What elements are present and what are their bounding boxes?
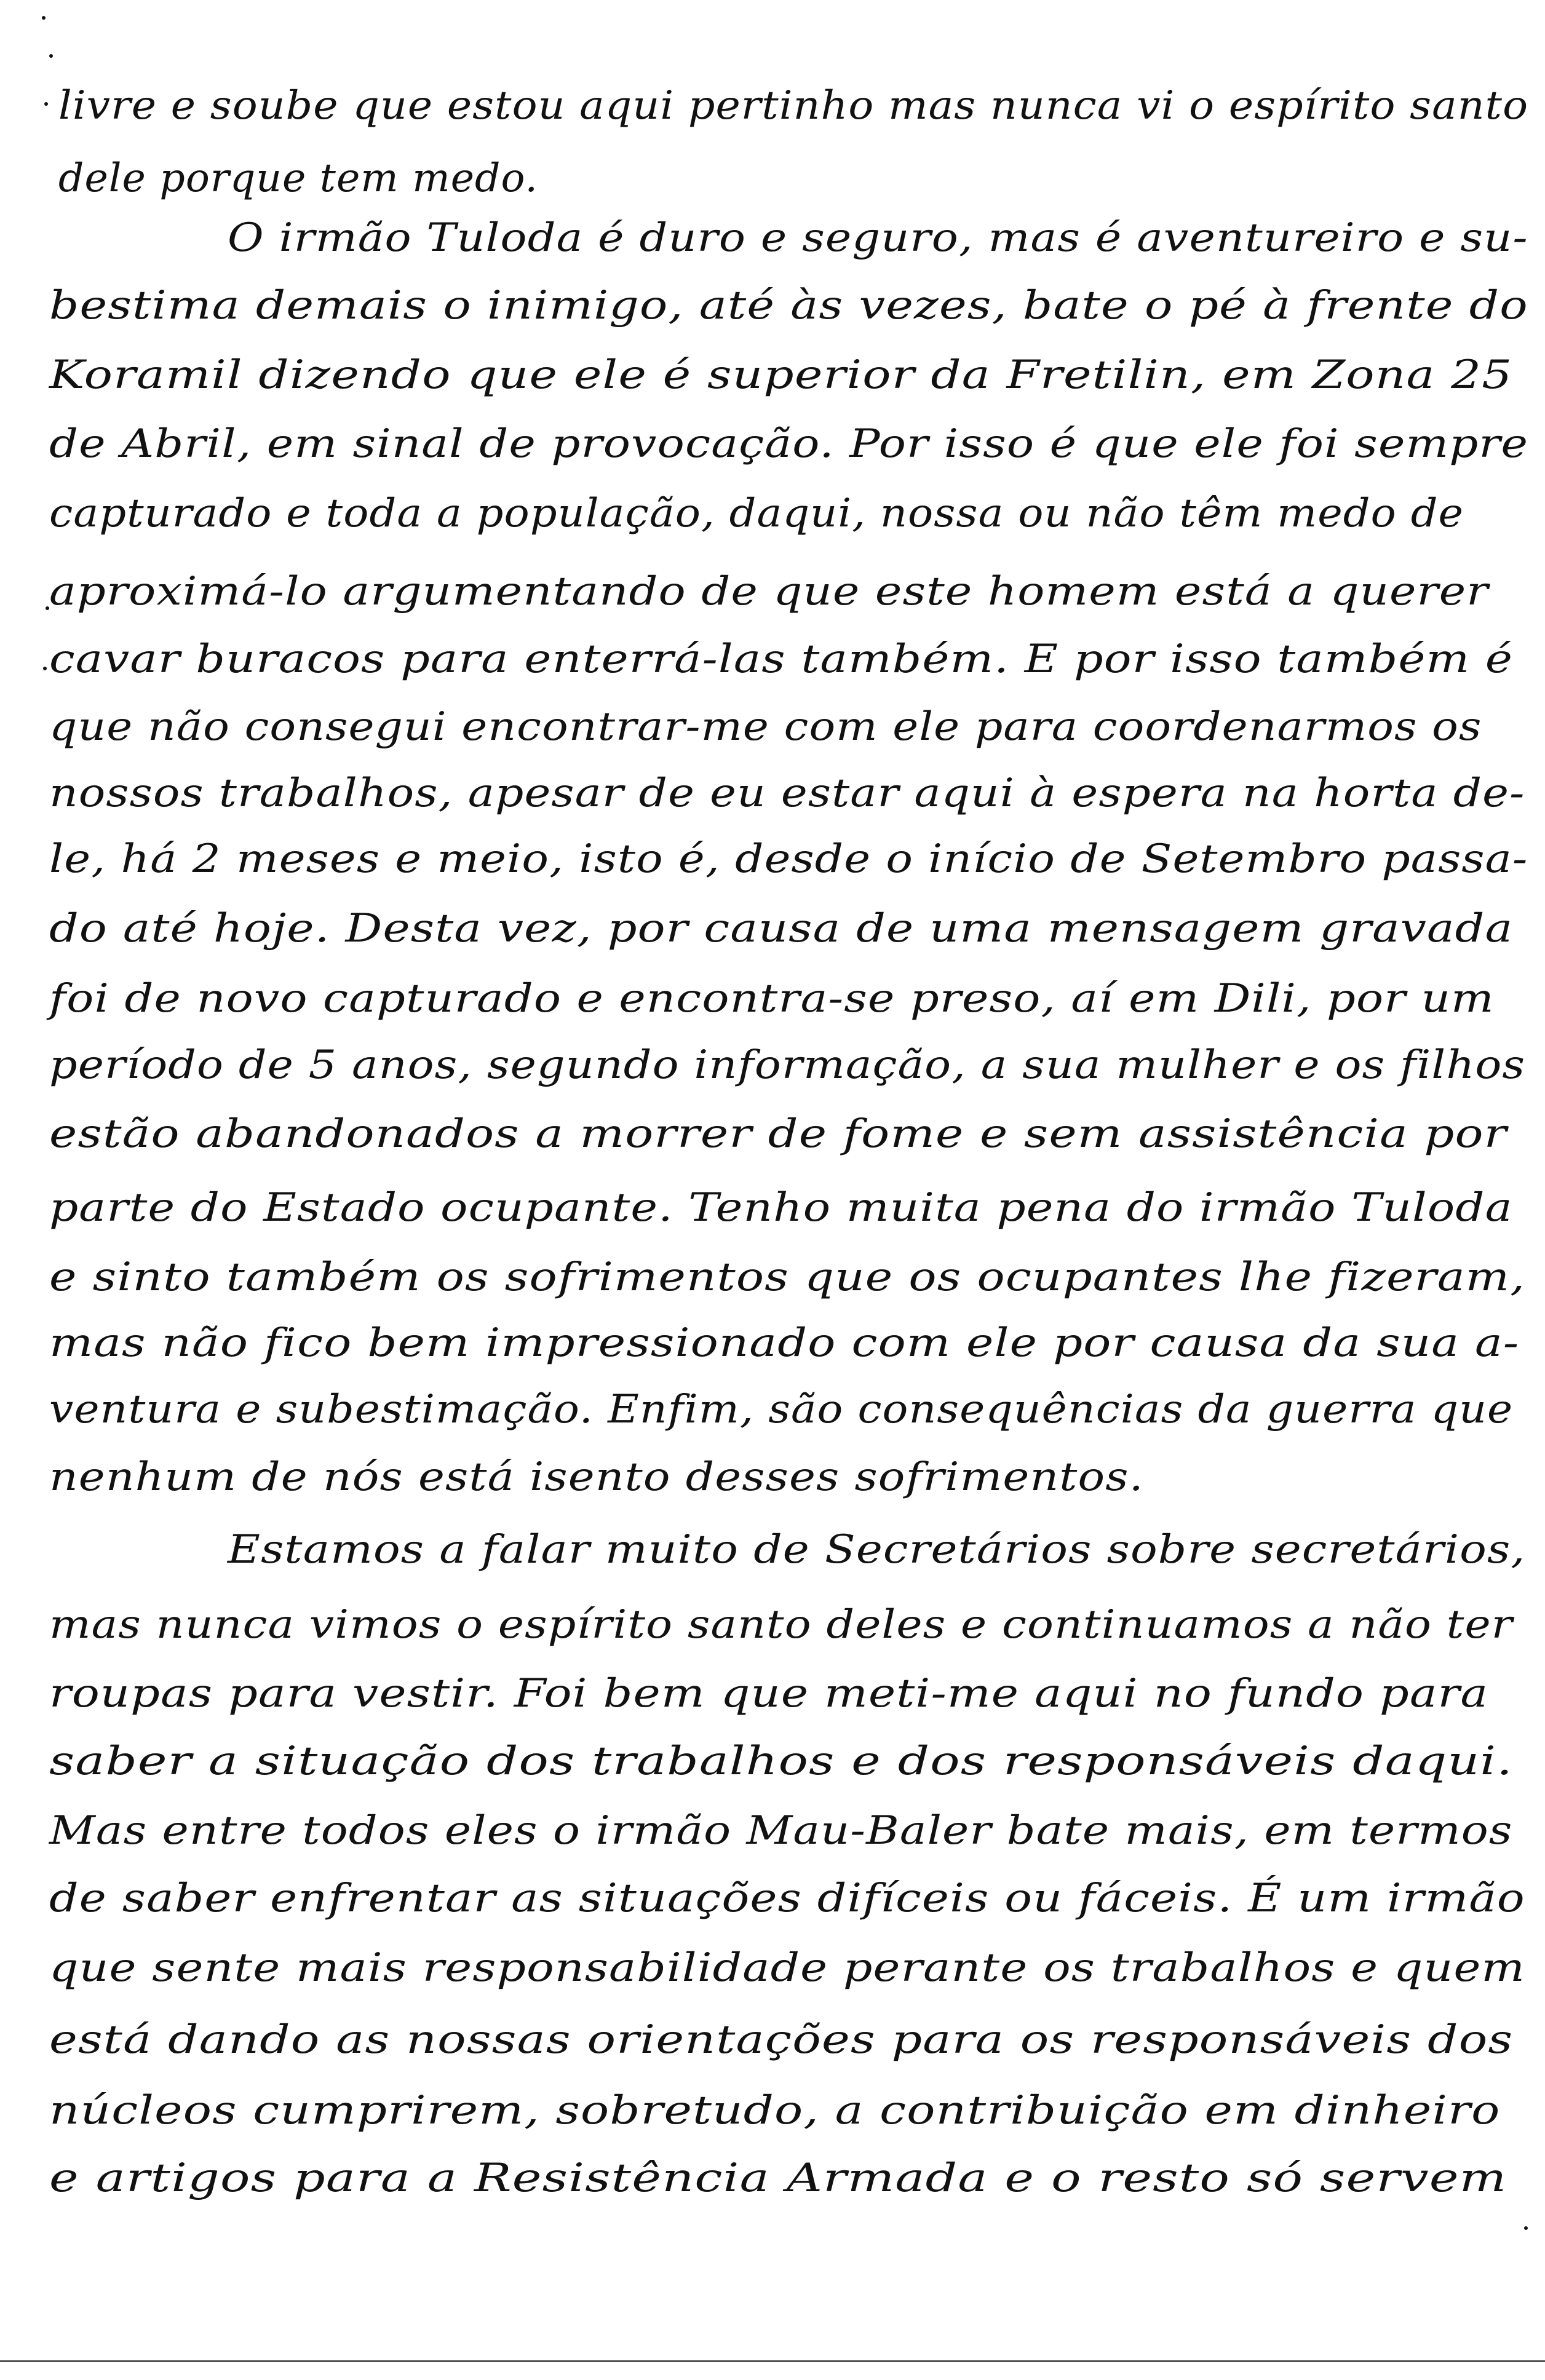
handwritten-line: de Abril, em sinal de provocação. Por isso é que ele foi sempre (49, 421, 1529, 467)
handwritten-line: do até hoje. Desta vez, por causa de uma mensagem gravada (49, 906, 1514, 951)
handwritten-line: O irmão Tuloda é duro e seguro, mas é aventureiro e su- (228, 215, 1528, 261)
handwritten-line: mas nunca vimos o espírito santo deles e continuamos a não ter (49, 1602, 1513, 1648)
handwritten-line: núcleos cumprirem, sobretudo, a contribuição em dinheiro (49, 2088, 1501, 2133)
handwritten-line: está dando as nossas orientações para os responsáveis dos (49, 2017, 1514, 2063)
handwritten-line: livre e soube que estou aqui pertinho mas nunca vi o espírito santo (58, 83, 1529, 129)
handwritten-line: saber a situação dos trabalhos e dos responsáveis daqui. (49, 1739, 1513, 1784)
handwritten-line: aproximá-lo argumentando de que este homem está a querer (49, 569, 1489, 614)
handwritten-line: cavar buracos para enterrá-las também. E por isso também é (49, 637, 1514, 682)
handwritten-line: mas não fico bem impressionado com ele por causa da sua a- (49, 1320, 1520, 1366)
handwritten-line: parte do Estado ocupante. Tenho muita pena do irmão Tuloda (49, 1185, 1513, 1231)
handwritten-line: que não consegui encontrar-me com ele para coordenarmos os (49, 704, 1482, 750)
handwritten-line: foi de novo capturado e encontra-se preso, aí em Dili, por um (49, 976, 1495, 1021)
handwritten-line: estão abandonados a morrer de fome e sem assistência por (49, 1111, 1507, 1157)
handwritten-line: roupas para vestir. Foi bem que meti-me aqui no fundo para (49, 1671, 1489, 1716)
handwritten-line: dele porque tem medo. (58, 156, 538, 201)
handwritten-line: Koramil dizendo que ele é superior da Fretilin, em Zona 25 (49, 352, 1513, 398)
handwritten-line: e sinto também os sofrimentos que os ocupantes lhe fizeram, (49, 1255, 1526, 1300)
handwritten-line: período de 5 anos, segundo informação, a sua mulher e os filhos (49, 1042, 1526, 1088)
handwritten-line: que sente mais responsabilidade perante os trabalhos e quem (49, 1945, 1525, 1991)
page-bottom-edge (0, 2360, 1545, 2362)
handwritten-line: ventura e subestimação. Enfim, são consequências da guerra que (49, 1387, 1514, 1432)
handwritten-line: Estamos a falar muito de Secretários sobre secretários, (228, 1527, 1526, 1573)
handwritten-line: Mas entre todos eles o irmão Mau-Baler bate mais, em termos (49, 1808, 1513, 1854)
handwritten-line: de saber enfrentar as situações difíceis ou fáceis. É um irmão (49, 1876, 1525, 1921)
handwritten-line: e artigos para a Resistência Armada e o resto só servem (49, 2156, 1507, 2201)
handwritten-line: le, há 2 meses e meio, isto é, desde o início de Setembro passa- (49, 836, 1528, 882)
handwritten-line: nossos trabalhos, apesar de eu estar aqui à espera na horta de- (49, 771, 1525, 816)
handwritten-line: bestima demais o inimigo, até às vezes, bate o pé à frente do (49, 283, 1528, 328)
handwritten-line: nenhum de nós está isento desses sofrimentos. (49, 1454, 1144, 1500)
handwritten-line: capturado e toda a população, daqui, nossa ou não têm medo de (49, 491, 1464, 536)
